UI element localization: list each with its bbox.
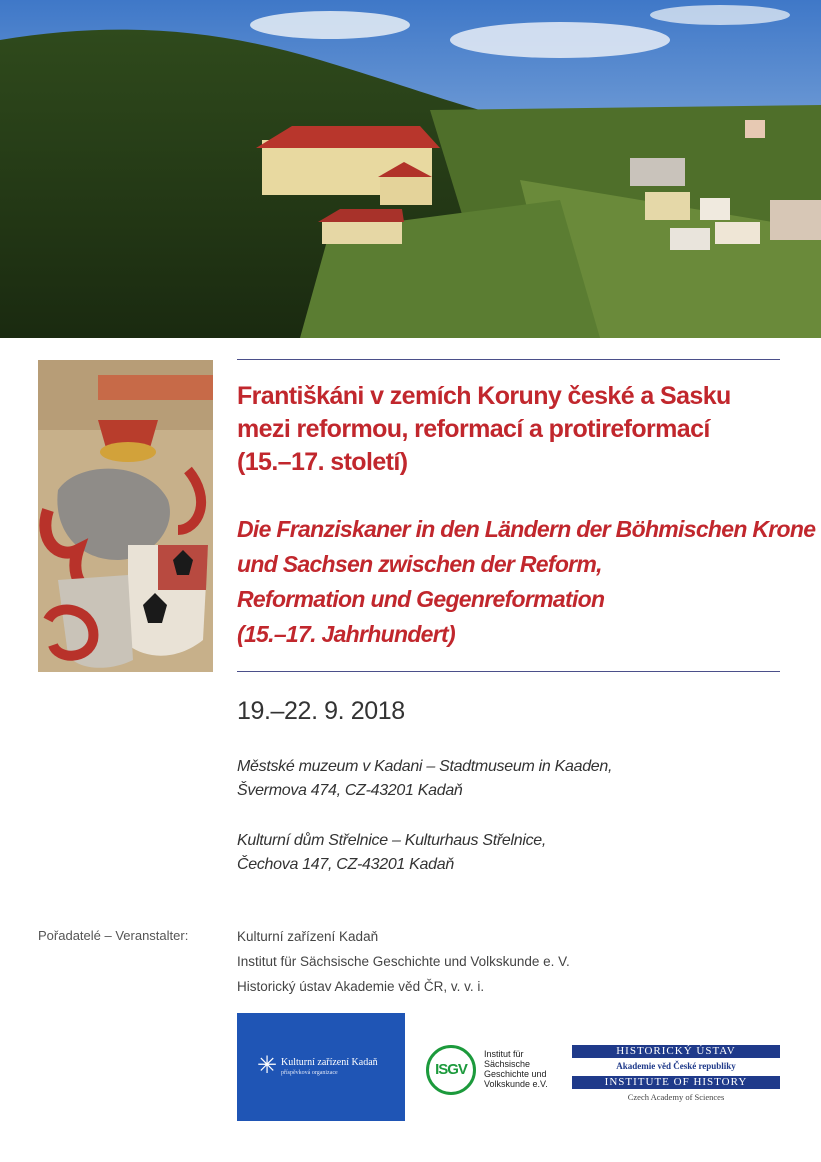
hero-photo-kadan-aerial [0, 0, 821, 338]
organizers-list [237, 924, 570, 999]
logo-hu-czech-academy: Czech Academy of Sciences [627, 1092, 725, 1102]
top-rule [237, 359, 780, 360]
venue-museum [237, 755, 612, 803]
organizer-item: Institut für Sächsische Geschichte und Volkskunde e. V. [237, 954, 570, 969]
venue-culture-house [237, 829, 546, 877]
event-date: 19.–22. 9. 2018 [237, 697, 405, 725]
logo-kzk-name: Kulturní zařízení Kadaň [281, 1057, 378, 1068]
title-german-line: und Sachsen zwischen der Reform, [237, 551, 602, 577]
title-czech-line: (15.–17. století) [237, 448, 408, 476]
logo-isgv-line: Institut für [484, 1049, 524, 1059]
logo-isgv-text [484, 1049, 548, 1089]
logo-isgv-letters: ISGV [435, 1061, 467, 1078]
logo-isgv-line: Geschichte und [484, 1069, 547, 1079]
logo-isgv-line: Sächsische [484, 1059, 531, 1069]
venue-address: Čechova 147, CZ-43201 Kadaň [237, 856, 454, 873]
venue-name: Městské muzeum v Kadani – Stadtmuseum in Kaaden, [237, 758, 613, 775]
snowflake-icon: ✳ [257, 1052, 278, 1079]
title-czech-line: mezi reformou, reformací a protireformací [237, 415, 710, 443]
title-czech-line: Františkáni v zemích Koruny české a Sasku [237, 382, 731, 410]
logo-isgv-line: Volkskunde e.V. [484, 1079, 548, 1089]
logo-hu-top-bar: HISTORICKÝ ÚSTAV [572, 1045, 780, 1058]
title-czech [237, 380, 797, 479]
organizer-item: Kulturní zařízení Kadaň [237, 929, 379, 944]
title-german-line: Die Franziskaner in den Ländern der Böhmischen Krone [237, 516, 816, 542]
title-german [237, 512, 817, 652]
logo-kulturni-zarizeni-kadan [237, 1013, 405, 1121]
middle-rule [237, 671, 780, 672]
logo-hu-academy: Akademie věd České republiky [616, 1061, 736, 1071]
fresco-coat-of-arms-image [38, 360, 213, 672]
organizers-label: Pořadatelé – Veranstalter: [38, 928, 189, 943]
organizer-item: Historický ústav Akademie věd ČR, v. v. i. [237, 979, 485, 994]
venue-address: Švermova 474, CZ-43201 Kadaň [237, 782, 463, 799]
logo-hu-institute-bar: INSTITUTE OF HISTORY [572, 1076, 780, 1089]
logo-kzk-subtitle: příspěvková organizace [281, 1070, 338, 1076]
title-german-line: (15.–17. Jahrhundert) [237, 621, 455, 647]
venue-name: Kulturní dům Střelnice – Kulturhaus Střelnice, [237, 832, 547, 849]
title-german-line: Reformation und Gegenreformation [237, 586, 605, 612]
logo-isgv-mark [426, 1045, 476, 1095]
